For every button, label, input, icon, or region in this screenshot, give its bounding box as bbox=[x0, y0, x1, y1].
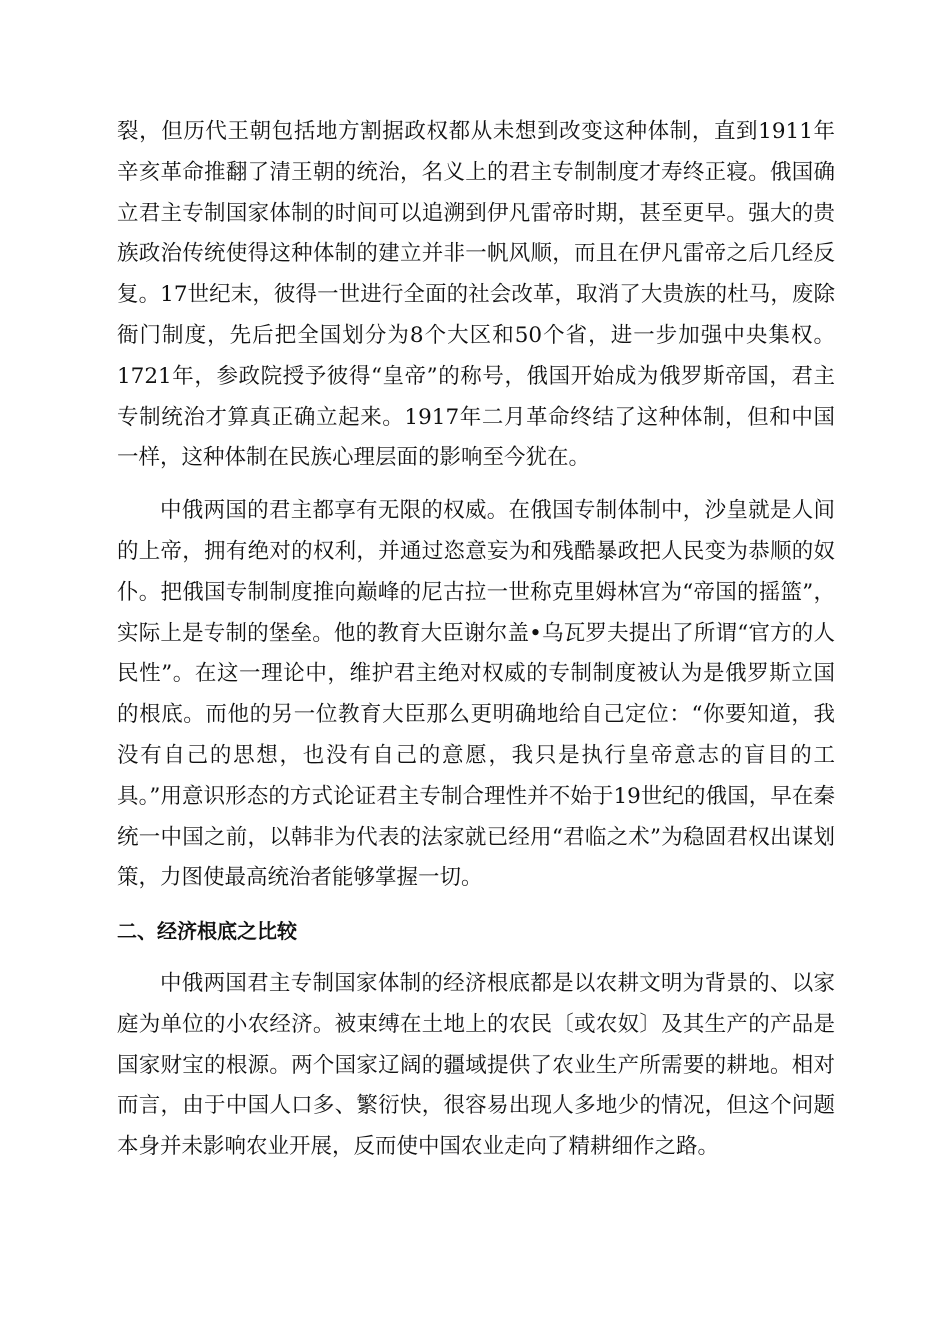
paragraph-gap bbox=[117, 952, 835, 964]
document-body bbox=[117, 112, 835, 1168]
paragraph-2: 中俄两国的君主都享有无限的权威。在俄国专制体制中，沙皇就是人间的上帝，拥有绝对的权利，并通过恣意妄为和残酷暴政把人民变为恭顺的奴仆。把俄国专制制度推向巅峰的尼古拉一世称克里姆林宫为“帝国的摇篮”，实际上是专制的堡垒。他的教育大臣谢尔盖•乌瓦罗夫提出了所谓“官方的人民性”。在这一理论中，维护君主绝对权威的专制制度被认为是俄罗斯立国的根底。而他的另一位教育大臣那么更明确地给自己定位：“你要知道，我没有自己的思想，也没有自己的意愿，我只是执行皇帝意志的盲目的工具。”用意识形态的方式论证君主专制合理性并不始于19世纪的俄国，早在秦统一中国之前，以韩非为代表的法家就已经用“君临之术”为稳固君权出谋划策，力图使最高统治者能够掌握一切。 bbox=[117, 498, 835, 891]
paragraph-3: 中俄两国君主专制国家体制的经济根底都是以农耕文明为背景的、以家庭为单位的小农经济。被束缚在土地上的农民〔或农奴〕及其生产的产品是国家财宝的根源。两个国家辽阔的疆域提供了农业生产所需要的耕地。相对而言，由于中国人口多、繁衍快，很容易出现人多地少的情况，但这个问题本身并未影响农业开展，反而使中国农业走向了精耕细作之路。 bbox=[117, 970, 835, 1160]
paragraph-1: 裂，但历代王朝包括地方割据政权都从未想到改变这种体制，直到1911年辛亥革命推翻了清王朝的统治，名义上的君主专制制度才寿终正寝。俄国确立君主专制国家体制的时间可以追溯到伊凡雷帝时期，甚至更早。强大的贵族政治传统使得这种体制的建立并非一帆风顺，而且在伊凡雷帝之后几经反复。17世纪末，彼得一世进行全面的社会改革，取消了大贵族的杜马，废除衙门制度，先后把全国划分为8个大区和50个省，进一步加强中央集权。1721年，参政院授予彼得“皇帝”的称号，俄国开始成为俄罗斯帝国，君主专制统治才算真正确立起来。1917年二月革命终结了这种体制，但和中国一样，这种体制在民族心理层面的影响至今犹在。 bbox=[117, 119, 835, 471]
paragraph-gap bbox=[117, 479, 835, 491]
paragraph-gap bbox=[117, 899, 835, 911]
section-heading: 二、经济根底之比较 bbox=[117, 919, 297, 944]
